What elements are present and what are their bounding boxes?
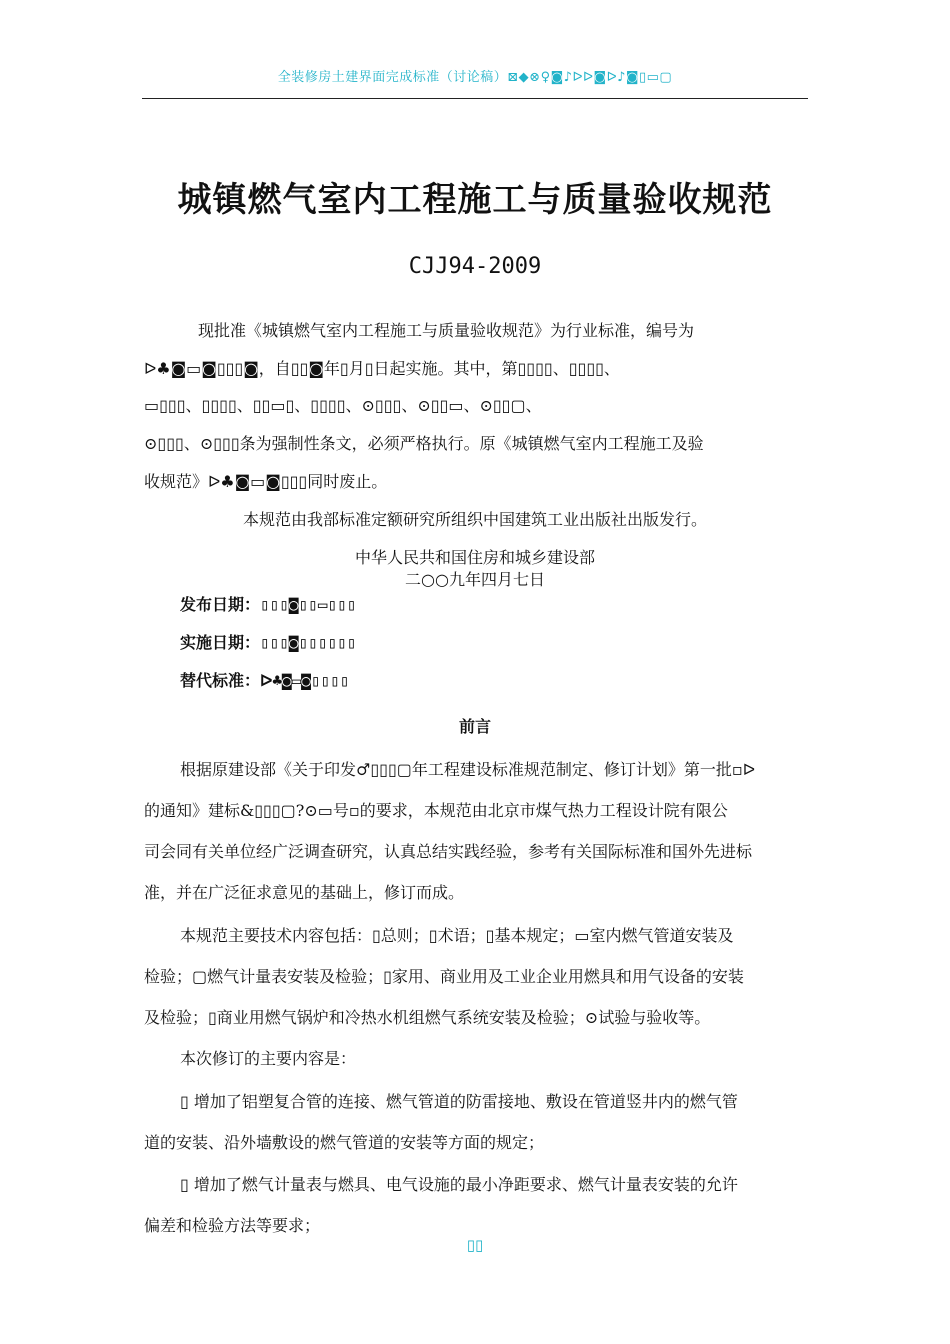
preface-line: 本规范主要技术内容包括：▯总则；▯术语；▯基本规定；▭室内燃气管道安装及 — [180, 926, 734, 945]
announcement-line: ▭▯▯▯、▯▯▯▯、▯▯▭▯、▯▯▯▯、⊙▯▯▯、⊙▯▯▭、⊙▯▯▢、 — [144, 396, 542, 415]
page-number: ▯▯ — [466, 1236, 484, 1254]
publish-date-value: ▯▯▯◙▯▯▭▯▯▯ — [260, 595, 357, 614]
announcement-line: ᐅ♣◙▭◙▯▯▯◙，自▯▯◙年▯月▯日起实施。其中，第▯▯▯▯、▯▯▯▯、 — [144, 359, 620, 378]
effective-date-value: ▯▯▯◙▯▯▯▯▯▯ — [260, 633, 357, 652]
preface-line: 司会同有关单位经广泛调查研究，认真总结实践经验，参考有关国际标准和国外先进标 — [144, 842, 753, 861]
publish-date-row — [180, 592, 808, 615]
ministry-name: 中华人民共和国住房和城乡建设部 — [354, 548, 595, 567]
header-divider — [142, 98, 808, 99]
announcement-line: 现批准《城镇燃气室内工程施工与质量验收规范》为行业标准，编号为 — [198, 321, 695, 340]
issue-date: 二○○九年四月七日 — [405, 570, 545, 589]
announcement-line: ⊙▯▯▯、⊙▯▯▯条为强制性条文，必须严格执行。原《城镇燃气室内工程施工及验 — [144, 434, 704, 453]
effective-date-row — [180, 630, 808, 653]
preface-line: 准，并在广泛征求意见的基础上，修订而成。 — [144, 883, 465, 902]
preface-line: 本次修订的主要内容是： — [180, 1049, 357, 1068]
effective-date-label: 实施日期： — [180, 633, 261, 652]
revision-item: ▯ 增加了燃气计量表与燃具、电气设施的最小净距要求、燃气计量表安装的允许 — [180, 1175, 738, 1194]
page-header: 全装修房土建界面完成标准（讨论稿）⊠◆⊗♀◙♪ᐅᐅ◙ᐅ♪◙▯▭▢ — [277, 70, 673, 85]
preface-heading: 前言 — [458, 717, 491, 736]
replaced-standard-value: ᐅ♣◙▭◙▯▯▯▯ — [260, 671, 350, 690]
standard-code: CJJ94-2009 — [408, 254, 542, 279]
revision-item: ▯ 增加了铝塑复合管的连接、燃气管道的防雷接地、敷设在管道竖井内的燃气管 — [180, 1092, 738, 1111]
publish-note: 本规范由我部标准定额研究所组织中国建筑工业出版社出版发行。 — [242, 510, 707, 529]
replaced-standard-row — [180, 668, 808, 691]
revision-item-continued: 道的安装、沿外墙敷设的燃气管道的安装等方面的规定； — [144, 1133, 545, 1152]
preface-line: 检验；▢燃气计量表安装及检验；▯家用、商业用及工业企业用燃具和用气设备的安装 — [144, 967, 744, 986]
revision-item-continued: 偏差和检验方法等要求； — [144, 1216, 321, 1235]
announcement-line: 收规范》ᐅ♣◙▭◙▯▯▯同时废止。 — [144, 472, 388, 491]
publish-date-label: 发布日期： — [180, 595, 261, 614]
preface-line: 的通知》建标&▯▯▯▢?⊙▭号▫的要求，本规范由北京市煤气热力工程设计院有限公 — [144, 801, 728, 820]
replaced-standard-label: 替代标准： — [180, 671, 261, 690]
preface-line: 及检验；▯商业用燃气锅炉和冷热水机组燃气系统安装及检验；⊙试验与验收等。 — [144, 1008, 711, 1027]
preface-line: 根据原建设部《关于印发♂▯▯▯▢年工程建设标准规范制定、修订计划》第一批▫ᐅ — [180, 760, 756, 779]
document-title: 城镇燃气室内工程施工与质量验收规范 — [177, 180, 773, 220]
